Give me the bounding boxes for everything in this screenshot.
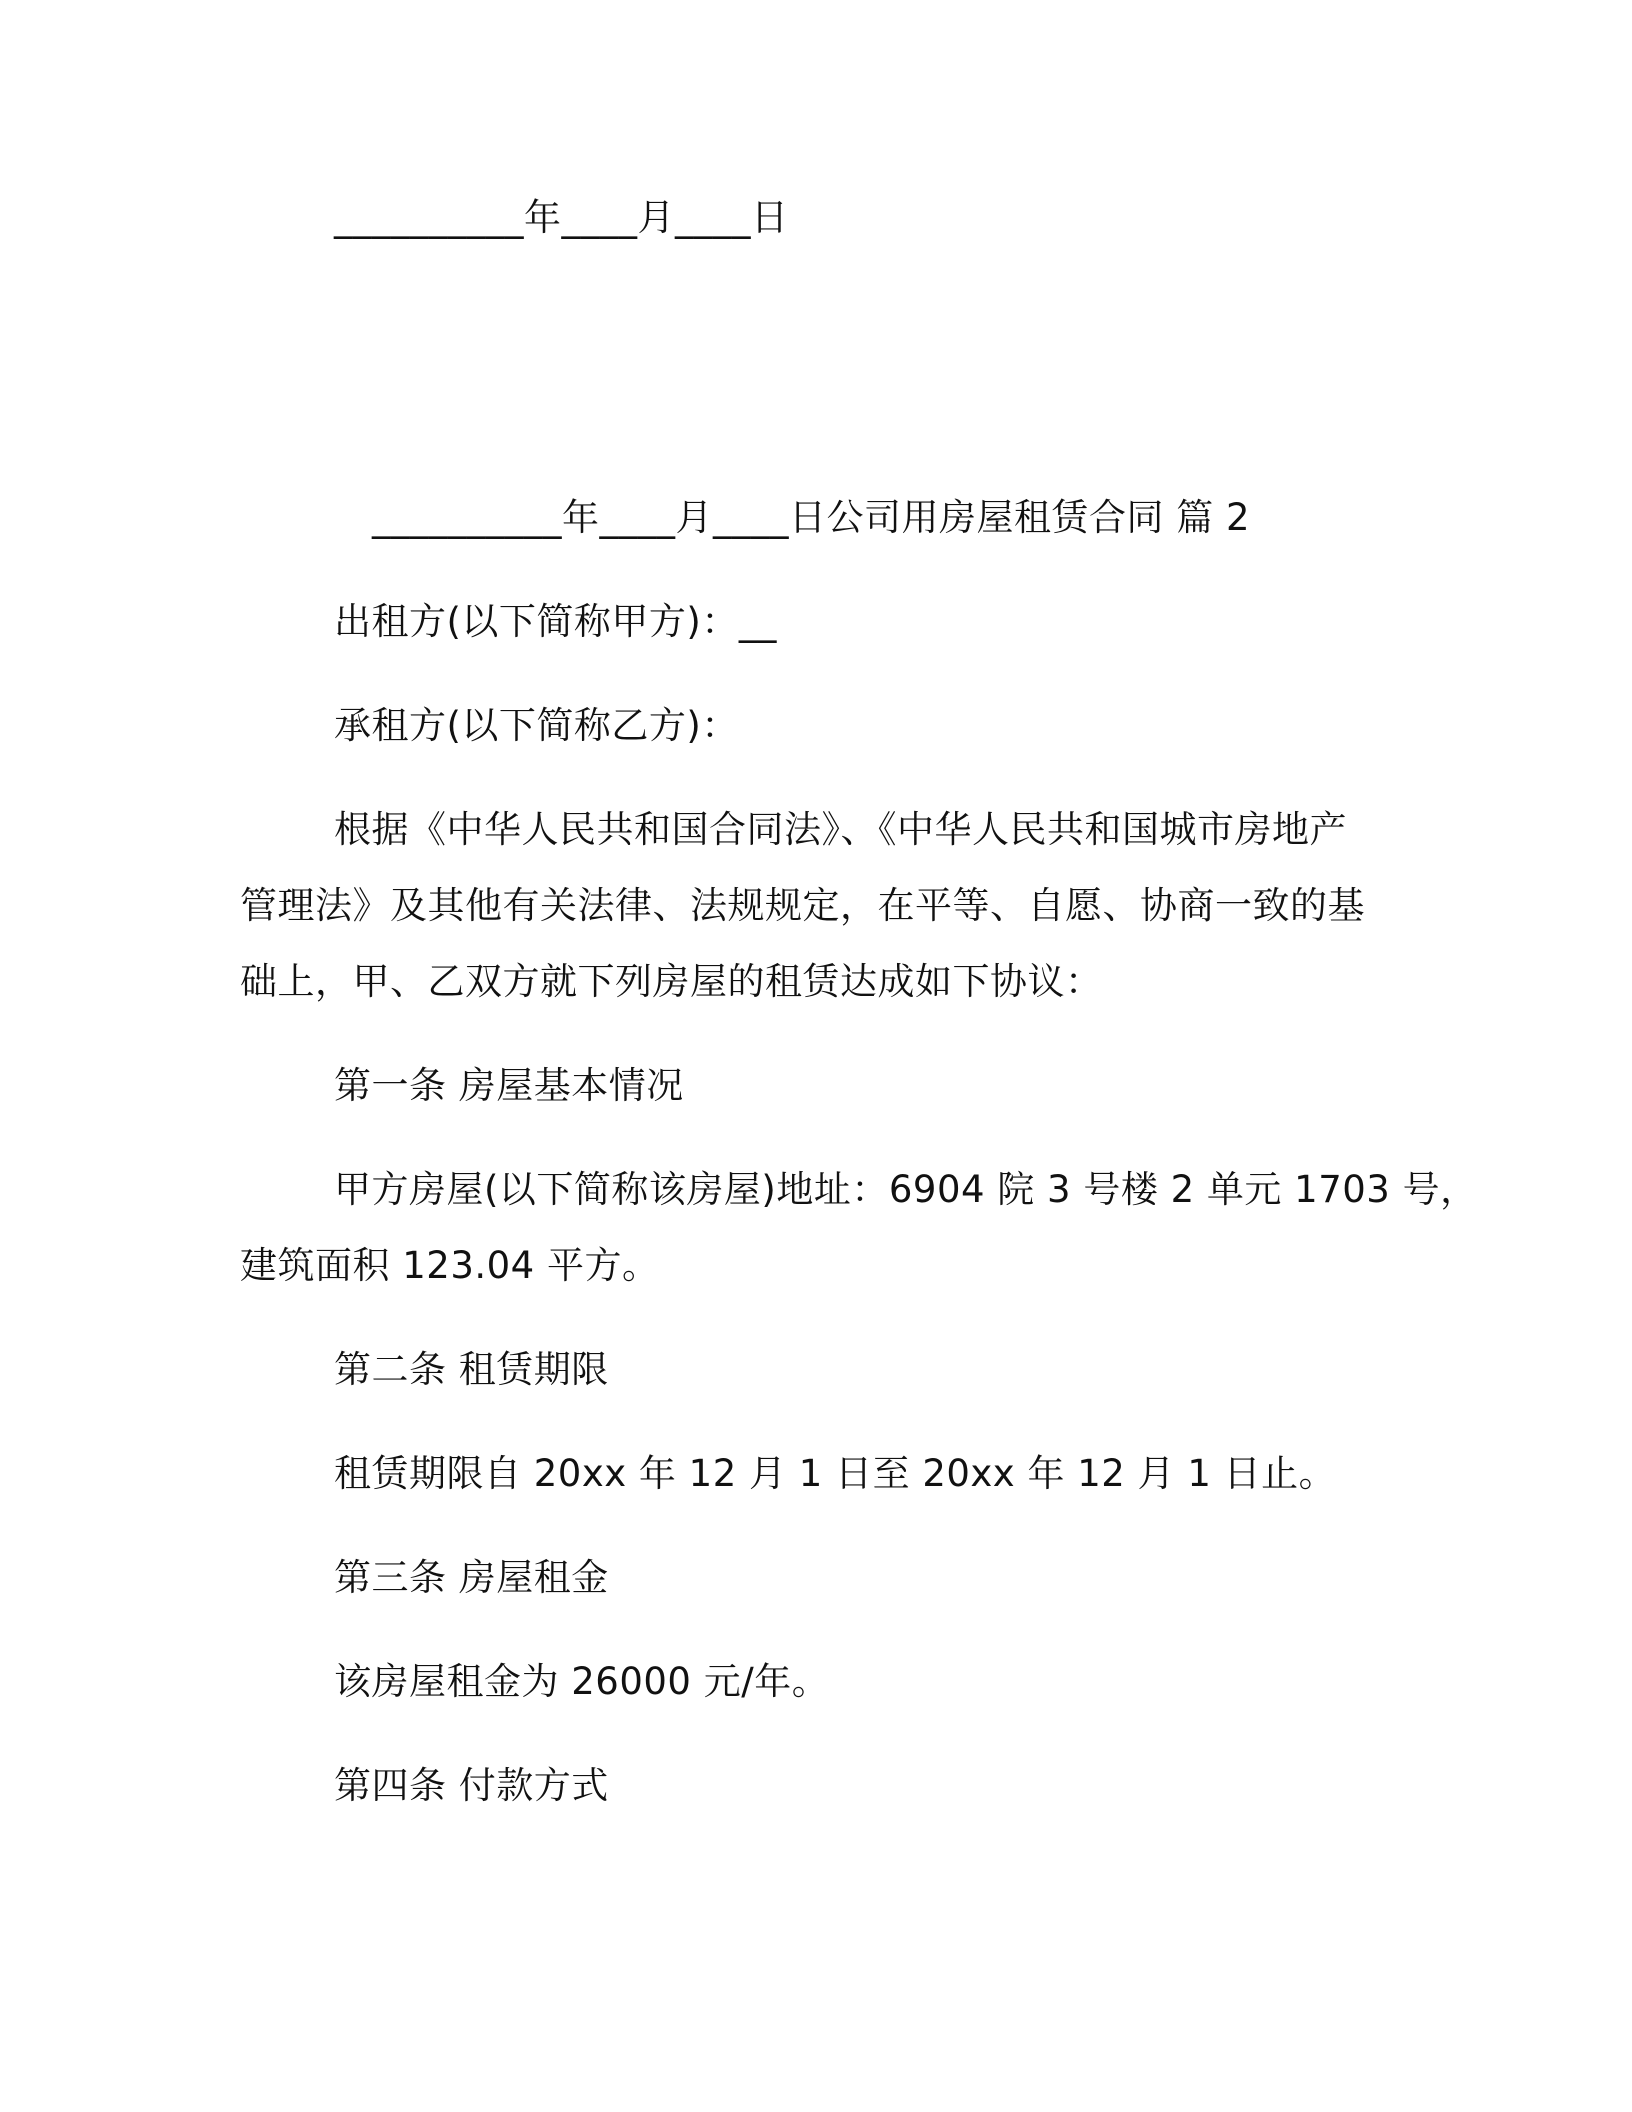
- preamble-line-2: 管理法》及其他有关法律、法规规定，在平等、自愿、协商一致的基: [240, 884, 1365, 927]
- article-1-body-line-1: 甲方房屋(以下简称该房屋)地址：6904 院 3 号楼 2 单元 1703 号，: [334, 1168, 1478, 1211]
- preamble-line-3: 础上，甲、乙双方就下列房屋的租赁达成如下协议：: [240, 960, 1103, 1003]
- lessor-line: 出租方(以下简称甲方)：__: [334, 600, 777, 643]
- top-date-line: __________年____月____日: [334, 196, 789, 239]
- lessee-line: 承租方(以下简称乙方)：: [334, 704, 739, 747]
- article-4-heading: 第四条 付款方式: [334, 1764, 609, 1807]
- document-title: __________年____月____日公司用房屋租赁合同 篇 2: [372, 496, 1251, 539]
- article-3-heading: 第三条 房屋租金: [334, 1556, 609, 1599]
- article-1-body-line-2: 建筑面积 123.04 平方。: [240, 1244, 660, 1287]
- preamble-line-1: 根据《中华人民共和国合同法》、《中华人民共和国城市房地产: [334, 808, 1347, 851]
- article-1-heading: 第一条 房屋基本情况: [334, 1064, 684, 1107]
- article-2-body: 租赁期限自 20xx 年 12 月 1 日至 20xx 年 12 月 1 日止。: [334, 1452, 1337, 1495]
- article-3-body: 该房屋租金为 26000 元/年。: [334, 1660, 830, 1703]
- article-2-heading: 第二条 租赁期限: [334, 1348, 609, 1391]
